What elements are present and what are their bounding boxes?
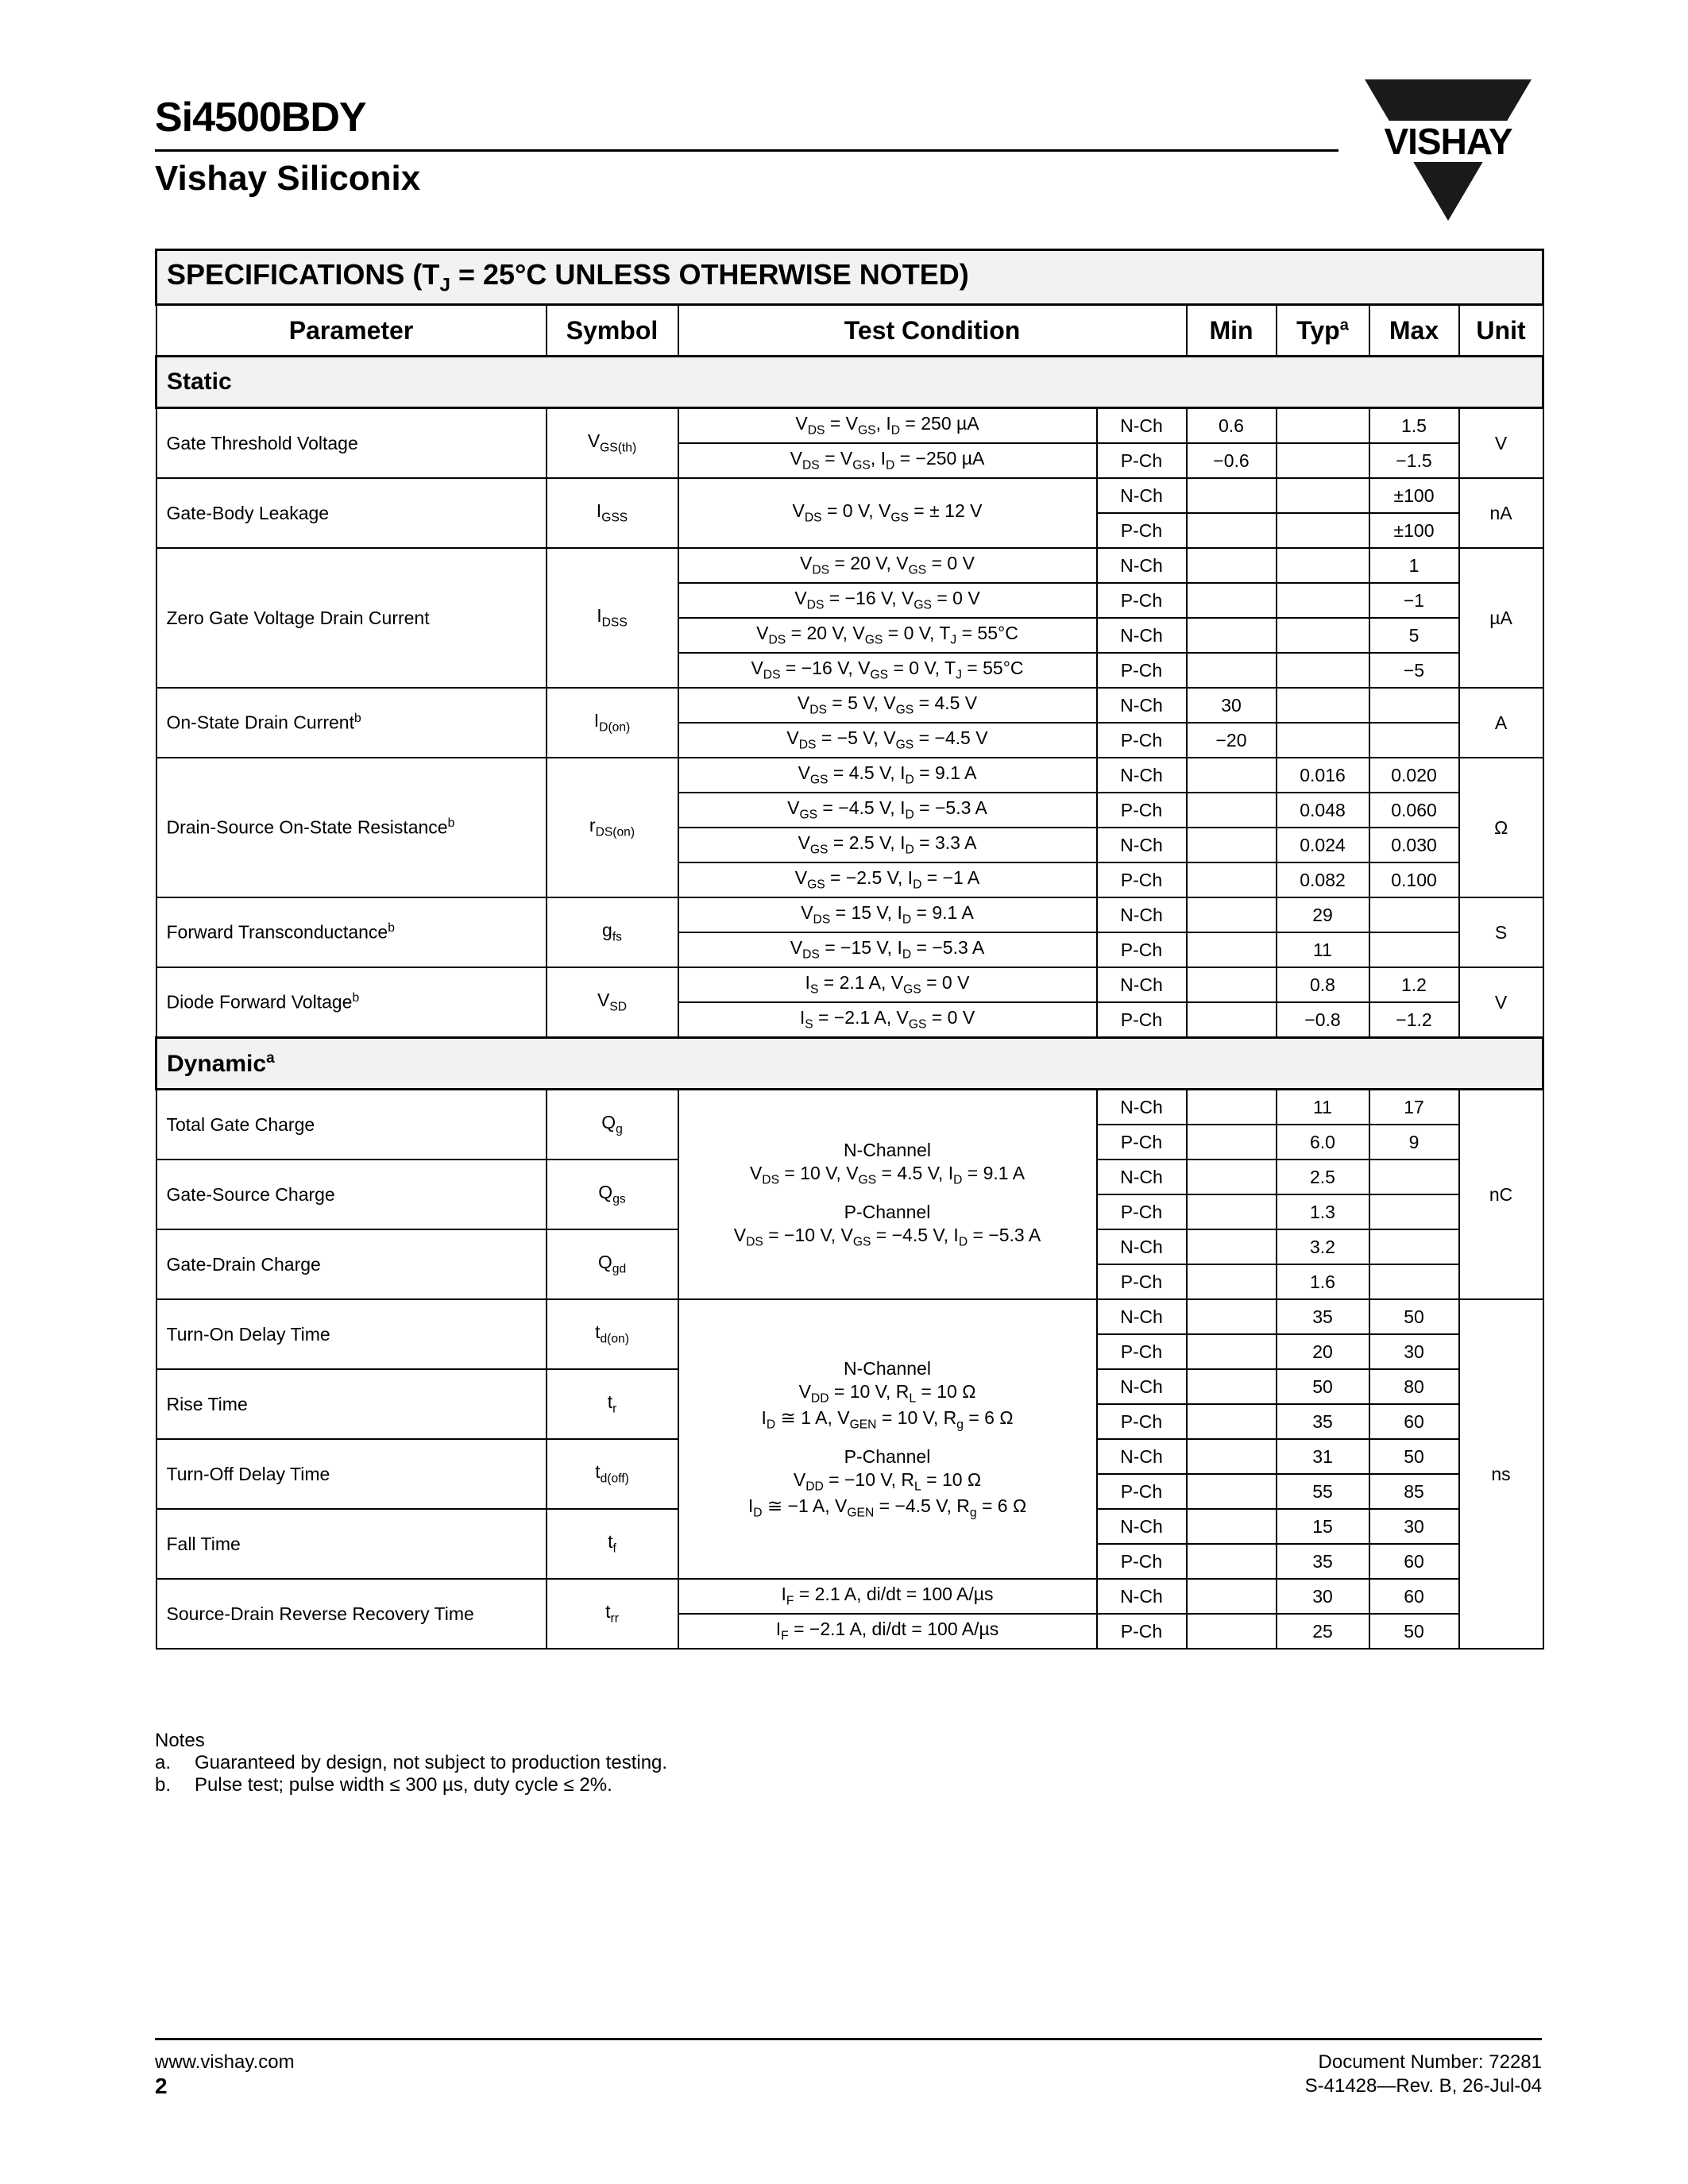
typ-value: −0.8 bbox=[1277, 1002, 1369, 1038]
typ-value: 15 bbox=[1277, 1509, 1369, 1544]
typ-value: 35 bbox=[1277, 1404, 1369, 1439]
col-unit: Unit bbox=[1459, 305, 1543, 357]
channel: N-Ch bbox=[1097, 1579, 1187, 1614]
typ-value: 3.2 bbox=[1277, 1229, 1369, 1264]
max-value bbox=[1369, 932, 1459, 967]
specifications-table bbox=[155, 249, 1544, 1650]
note-a bbox=[155, 1752, 667, 1774]
channel: N-Ch bbox=[1097, 1439, 1187, 1474]
typ-value: 50 bbox=[1277, 1369, 1369, 1404]
param-name: Total Gate Charge bbox=[156, 1090, 547, 1160]
col-max: Max bbox=[1369, 305, 1459, 357]
channel: P-Ch bbox=[1097, 1194, 1187, 1229]
vishay-logo bbox=[1365, 79, 1532, 221]
param-name: Turn-On Delay Time bbox=[156, 1299, 547, 1369]
max-value: 30 bbox=[1369, 1509, 1459, 1544]
channel: N-Ch bbox=[1097, 897, 1187, 932]
test-condition: $V_{GS} = 2.5$ V, $I_D = 3.3$ A bbox=[678, 828, 1097, 862]
unit: µA bbox=[1459, 548, 1543, 688]
symbol: $V_{GS(th)}$ bbox=[547, 408, 678, 479]
max-value: −5 bbox=[1369, 653, 1459, 688]
unit: nA bbox=[1459, 478, 1543, 548]
min-value: −20 bbox=[1187, 723, 1277, 758]
unit: nC bbox=[1459, 1090, 1543, 1300]
channel: N-Ch bbox=[1097, 828, 1187, 862]
param-name: Gate Threshold Voltage bbox=[156, 408, 547, 479]
col-symbol: Symbol bbox=[547, 305, 678, 357]
channel: P-Ch bbox=[1097, 653, 1187, 688]
typ-value: 0.082 bbox=[1277, 862, 1369, 897]
max-value bbox=[1369, 688, 1459, 723]
test-condition: $V_{DS} = 20$ V, $V_{GS} = 0$ V bbox=[678, 548, 1097, 583]
section-static: Static bbox=[156, 357, 1543, 408]
table-title: SPECIFICATIONS ($T_J = 25^\circ C$ UNLESS OTHERWISE NOTED) bbox=[156, 250, 1543, 305]
channel: P-Ch bbox=[1097, 583, 1187, 618]
max-value: 60 bbox=[1369, 1544, 1459, 1579]
unit: V bbox=[1459, 967, 1543, 1038]
max-value: 1 bbox=[1369, 548, 1459, 583]
symbol: $Q_{gd}$ bbox=[547, 1229, 678, 1299]
typ-value: 55 bbox=[1277, 1474, 1369, 1509]
max-value: 60 bbox=[1369, 1404, 1459, 1439]
typ-value bbox=[1277, 653, 1369, 688]
footer-rule bbox=[155, 2038, 1542, 2040]
channel: P-Ch bbox=[1097, 1334, 1187, 1369]
min-value bbox=[1187, 1509, 1277, 1544]
typ-value: 6.0 bbox=[1277, 1125, 1369, 1160]
max-value: 80 bbox=[1369, 1369, 1459, 1404]
channel: N-Ch bbox=[1097, 1509, 1187, 1544]
test-condition: $V_{DS} = -5$ V, $V_{GS} = -4.5$ V bbox=[678, 723, 1097, 758]
channel: N-Ch bbox=[1097, 408, 1187, 444]
channel: P-Ch bbox=[1097, 1404, 1187, 1439]
col-parameter: Parameter bbox=[156, 305, 547, 357]
max-value bbox=[1369, 1264, 1459, 1299]
typ-value bbox=[1277, 513, 1369, 548]
min-value bbox=[1187, 1299, 1277, 1334]
typ-value bbox=[1277, 443, 1369, 478]
channel: N-Ch bbox=[1097, 618, 1187, 653]
min-value bbox=[1187, 1579, 1277, 1614]
symbol: $t_{d(on)}$ bbox=[547, 1299, 678, 1369]
table-row bbox=[156, 688, 1543, 723]
max-value bbox=[1369, 1229, 1459, 1264]
max-value: −1.5 bbox=[1369, 443, 1459, 478]
param-name: Gate-Source Charge bbox=[156, 1160, 547, 1229]
min-value bbox=[1187, 793, 1277, 828]
param-name: On-State Drain Current$^b$ bbox=[156, 688, 547, 758]
test-condition: $V_{DS} = 20$ V, $V_{GS} = 0$ V, $T_J = 55^\circ C$ bbox=[678, 618, 1097, 653]
typ-value: 11 bbox=[1277, 932, 1369, 967]
typ-value: 1.3 bbox=[1277, 1194, 1369, 1229]
note-key: a. bbox=[155, 1752, 172, 1773]
typ-value: 0.048 bbox=[1277, 793, 1369, 828]
max-value bbox=[1369, 1160, 1459, 1194]
min-value bbox=[1187, 1614, 1277, 1649]
test-condition: $I_S = 2.1$ A, $V_{GS} = 0$ V bbox=[678, 967, 1097, 1002]
table-row bbox=[156, 758, 1543, 793]
max-value: 17 bbox=[1369, 1090, 1459, 1125]
test-condition: $V_{DS} = V_{GS}$, $I_D = 250$ µA bbox=[678, 408, 1097, 444]
symbol: $t_{d(off)}$ bbox=[547, 1439, 678, 1509]
typ-value bbox=[1277, 478, 1369, 513]
typ-value: 1.6 bbox=[1277, 1264, 1369, 1299]
min-value bbox=[1187, 1474, 1277, 1509]
col-test-condition: Test Condition bbox=[678, 305, 1187, 357]
min-value bbox=[1187, 618, 1277, 653]
test-condition: $V_{DS} = -15$ V, $I_D = -5.3$ A bbox=[678, 932, 1097, 967]
footer-left bbox=[155, 2051, 295, 2098]
min-value bbox=[1187, 1194, 1277, 1229]
test-condition: $I_F = 2.1$ A, di/dt = 100 A/µs bbox=[678, 1579, 1097, 1614]
channel: P-Ch bbox=[1097, 513, 1187, 548]
header-rule bbox=[155, 149, 1338, 152]
min-value bbox=[1187, 967, 1277, 1002]
max-value: 5 bbox=[1369, 618, 1459, 653]
min-value bbox=[1187, 1369, 1277, 1404]
typ-value: 11 bbox=[1277, 1090, 1369, 1125]
min-value bbox=[1187, 932, 1277, 967]
test-condition: $V_{GS} = -4.5$ V, $I_D = -5.3$ A bbox=[678, 793, 1097, 828]
channel: N-Ch bbox=[1097, 1160, 1187, 1194]
test-condition: N-Channel $V_{DS} = 10$ V, $V_{GS} = 4.5$ V, $I_D = 9.1$ A P-Channel $V_{DS} = -10$ V, $V_{GS} = -4.5$ V, $I_D = -5.3$ A bbox=[678, 1090, 1097, 1300]
notes bbox=[155, 1730, 667, 1796]
channel: N-Ch bbox=[1097, 1229, 1187, 1264]
typ-value: 29 bbox=[1277, 897, 1369, 932]
typ-value bbox=[1277, 408, 1369, 444]
typ-value: 30 bbox=[1277, 1579, 1369, 1614]
channel: P-Ch bbox=[1097, 443, 1187, 478]
test-condition: $I_F = -2.1$ A, di/dt = 100 A/µs bbox=[678, 1614, 1097, 1649]
param-name: Source-Drain Reverse Recovery Time bbox=[156, 1579, 547, 1649]
channel: P-Ch bbox=[1097, 1125, 1187, 1160]
symbol: $g_{fs}$ bbox=[547, 897, 678, 967]
table-row bbox=[156, 548, 1543, 583]
table-row bbox=[156, 1299, 1543, 1334]
typ-value bbox=[1277, 688, 1369, 723]
test-condition: $V_{DS} = V_{GS}$, $I_D = -250$ µA bbox=[678, 443, 1097, 478]
min-value: 30 bbox=[1187, 688, 1277, 723]
test-condition: $V_{DS} = -16$ V, $V_{GS} = 0$ V bbox=[678, 583, 1097, 618]
channel: N-Ch bbox=[1097, 1369, 1187, 1404]
test-condition: $V_{DS} = 5$ V, $V_{GS} = 4.5$ V bbox=[678, 688, 1097, 723]
max-value: 30 bbox=[1369, 1334, 1459, 1369]
note-text: Pulse test; pulse width ≤ 300 µs, duty cycle ≤ 2%. bbox=[195, 1774, 612, 1796]
symbol: $t_r$ bbox=[547, 1369, 678, 1439]
note-key: b. bbox=[155, 1774, 172, 1796]
typ-value: 25 bbox=[1277, 1614, 1369, 1649]
symbol: $I_{GSS}$ bbox=[547, 478, 678, 548]
min-value bbox=[1187, 1090, 1277, 1125]
min-value bbox=[1187, 1264, 1277, 1299]
unit: ns bbox=[1459, 1299, 1543, 1649]
min-value bbox=[1187, 583, 1277, 618]
param-name: Forward Transconductance$^b$ bbox=[156, 897, 547, 967]
typ-value: 2.5 bbox=[1277, 1160, 1369, 1194]
min-value bbox=[1187, 1229, 1277, 1264]
min-value bbox=[1187, 1404, 1277, 1439]
test-condition: $V_{GS} = -2.5$ V, $I_D = -1$ A bbox=[678, 862, 1097, 897]
min-value bbox=[1187, 897, 1277, 932]
typ-value bbox=[1277, 618, 1369, 653]
param-name: Gate-Drain Charge bbox=[156, 1229, 547, 1299]
note-b bbox=[155, 1774, 667, 1796]
symbol: $I_{DSS}$ bbox=[547, 548, 678, 688]
logo-wordmark: VISHAY bbox=[1365, 121, 1532, 162]
min-value bbox=[1187, 1334, 1277, 1369]
min-value bbox=[1187, 862, 1277, 897]
min-value bbox=[1187, 1125, 1277, 1160]
note-text: Guaranteed by design, not subject to production testing. bbox=[195, 1752, 668, 1773]
max-value: 50 bbox=[1369, 1614, 1459, 1649]
typ-value: 0.016 bbox=[1277, 758, 1369, 793]
typ-value bbox=[1277, 723, 1369, 758]
table-row bbox=[156, 478, 1543, 513]
min-value bbox=[1187, 653, 1277, 688]
min-value bbox=[1187, 478, 1277, 513]
symbol: $I_{D(on)}$ bbox=[547, 688, 678, 758]
min-value bbox=[1187, 1544, 1277, 1579]
table-row bbox=[156, 1579, 1543, 1614]
max-value: 9 bbox=[1369, 1125, 1459, 1160]
typ-value: 0.024 bbox=[1277, 828, 1369, 862]
footer-right bbox=[1305, 2051, 1542, 2098]
min-value bbox=[1187, 513, 1277, 548]
max-value: 50 bbox=[1369, 1439, 1459, 1474]
table-row bbox=[156, 897, 1543, 932]
max-value: −1.2 bbox=[1369, 1002, 1459, 1038]
unit: A bbox=[1459, 688, 1543, 758]
typ-value: 35 bbox=[1277, 1299, 1369, 1334]
param-name: Rise Time bbox=[156, 1369, 547, 1439]
max-value: 85 bbox=[1369, 1474, 1459, 1509]
channel: P-Ch bbox=[1097, 1474, 1187, 1509]
min-value bbox=[1187, 1002, 1277, 1038]
max-value: ±100 bbox=[1369, 478, 1459, 513]
max-value: 0.020 bbox=[1369, 758, 1459, 793]
table-row bbox=[156, 967, 1543, 1002]
page-number: 2 bbox=[155, 2074, 168, 2098]
col-typ: Typ$^a$ bbox=[1277, 305, 1369, 357]
typ-value: 31 bbox=[1277, 1439, 1369, 1474]
symbol: $r_{DS(on)}$ bbox=[547, 758, 678, 897]
section-dynamic: Dynamic$^a$ bbox=[156, 1038, 1543, 1090]
channel: P-Ch bbox=[1097, 1264, 1187, 1299]
footer-url[interactable]: www.vishay.com bbox=[155, 2051, 295, 2073]
param-name: Turn-Off Delay Time bbox=[156, 1439, 547, 1509]
test-condition: $V_{DS} = 15$ V, $I_D = 9.1$ A bbox=[678, 897, 1097, 932]
typ-value: 35 bbox=[1277, 1544, 1369, 1579]
channel: P-Ch bbox=[1097, 793, 1187, 828]
test-condition: $V_{DS} = 0$ V, $V_{GS}$ = ± 12 V bbox=[678, 478, 1097, 548]
channel: P-Ch bbox=[1097, 862, 1187, 897]
channel: N-Ch bbox=[1097, 1299, 1187, 1334]
max-value: 0.030 bbox=[1369, 828, 1459, 862]
revision-info: S-41428—Rev. B, 26-Jul-04 bbox=[1304, 2075, 1542, 2097]
symbol: $Q_g$ bbox=[547, 1090, 678, 1160]
channel: N-Ch bbox=[1097, 548, 1187, 583]
col-min: Min bbox=[1187, 305, 1277, 357]
symbol: $V_{SD}$ bbox=[547, 967, 678, 1038]
test-condition: $V_{DS} = -16$ V, $V_{GS} = 0$ V, $T_J = 55^\circ C$ bbox=[678, 653, 1097, 688]
channel: N-Ch bbox=[1097, 478, 1187, 513]
test-condition: N-Channel $V_{DD} = 10$ V, $R_L = 10$ Ω $I_D$ ≅ 1 A, $V_{GEN} = 10$ V, $R_g = 6$ Ω P-Channel $V_{DD} = -10$ V, $R_L = 10$ Ω $I_D$ ≅ −1 A, $V_{GEN} = -4.5$ V, $R_g = 6$ Ω bbox=[678, 1299, 1097, 1579]
symbol: $t_{rr}$ bbox=[547, 1579, 678, 1649]
unit: S bbox=[1459, 897, 1543, 967]
notes-heading: Notes bbox=[155, 1730, 205, 1751]
channel: N-Ch bbox=[1097, 967, 1187, 1002]
min-value bbox=[1187, 828, 1277, 862]
channel: P-Ch bbox=[1097, 1614, 1187, 1649]
min-value bbox=[1187, 1160, 1277, 1194]
channel: N-Ch bbox=[1097, 758, 1187, 793]
typ-value bbox=[1277, 548, 1369, 583]
max-value: 1.5 bbox=[1369, 408, 1459, 444]
param-name: Gate-Body Leakage bbox=[156, 478, 547, 548]
param-name: Diode Forward Voltage$^b$ bbox=[156, 967, 547, 1038]
max-value: 0.060 bbox=[1369, 793, 1459, 828]
max-value: 0.100 bbox=[1369, 862, 1459, 897]
unit: Ω bbox=[1459, 758, 1543, 897]
typ-value: 0.8 bbox=[1277, 967, 1369, 1002]
channel: P-Ch bbox=[1097, 1002, 1187, 1038]
channel: P-Ch bbox=[1097, 1544, 1187, 1579]
test-condition: $I_S = -2.1$ A, $V_{GS} = 0$ V bbox=[678, 1002, 1097, 1038]
channel: P-Ch bbox=[1097, 723, 1187, 758]
company-name: Vishay Siliconix bbox=[155, 159, 421, 198]
min-value bbox=[1187, 758, 1277, 793]
channel: N-Ch bbox=[1097, 1090, 1187, 1125]
typ-value bbox=[1277, 583, 1369, 618]
min-value: 0.6 bbox=[1187, 408, 1277, 444]
part-number: Si4500BDY bbox=[155, 95, 366, 141]
typ-value: 20 bbox=[1277, 1334, 1369, 1369]
min-value bbox=[1187, 1439, 1277, 1474]
max-value: 1.2 bbox=[1369, 967, 1459, 1002]
symbol: $Q_{gs}$ bbox=[547, 1160, 678, 1229]
max-value: 50 bbox=[1369, 1299, 1459, 1334]
symbol: $t_f$ bbox=[547, 1509, 678, 1579]
channel: P-Ch bbox=[1097, 932, 1187, 967]
channel: N-Ch bbox=[1097, 688, 1187, 723]
max-value bbox=[1369, 723, 1459, 758]
max-value: −1 bbox=[1369, 583, 1459, 618]
min-value bbox=[1187, 548, 1277, 583]
max-value bbox=[1369, 897, 1459, 932]
param-name: Zero Gate Voltage Drain Current bbox=[156, 548, 547, 688]
table-row bbox=[156, 1090, 1543, 1125]
test-condition: $V_{GS} = 4.5$ V, $I_D = 9.1$ A bbox=[678, 758, 1097, 793]
param-name: Fall Time bbox=[156, 1509, 547, 1579]
document-number: Document Number: 72281 bbox=[1318, 2051, 1542, 2073]
min-value: −0.6 bbox=[1187, 443, 1277, 478]
max-value: ±100 bbox=[1369, 513, 1459, 548]
table-row bbox=[156, 408, 1543, 444]
param-name: Drain-Source On-State Resistance$^b$ bbox=[156, 758, 547, 897]
unit: V bbox=[1459, 408, 1543, 479]
max-value: 60 bbox=[1369, 1579, 1459, 1614]
max-value bbox=[1369, 1194, 1459, 1229]
